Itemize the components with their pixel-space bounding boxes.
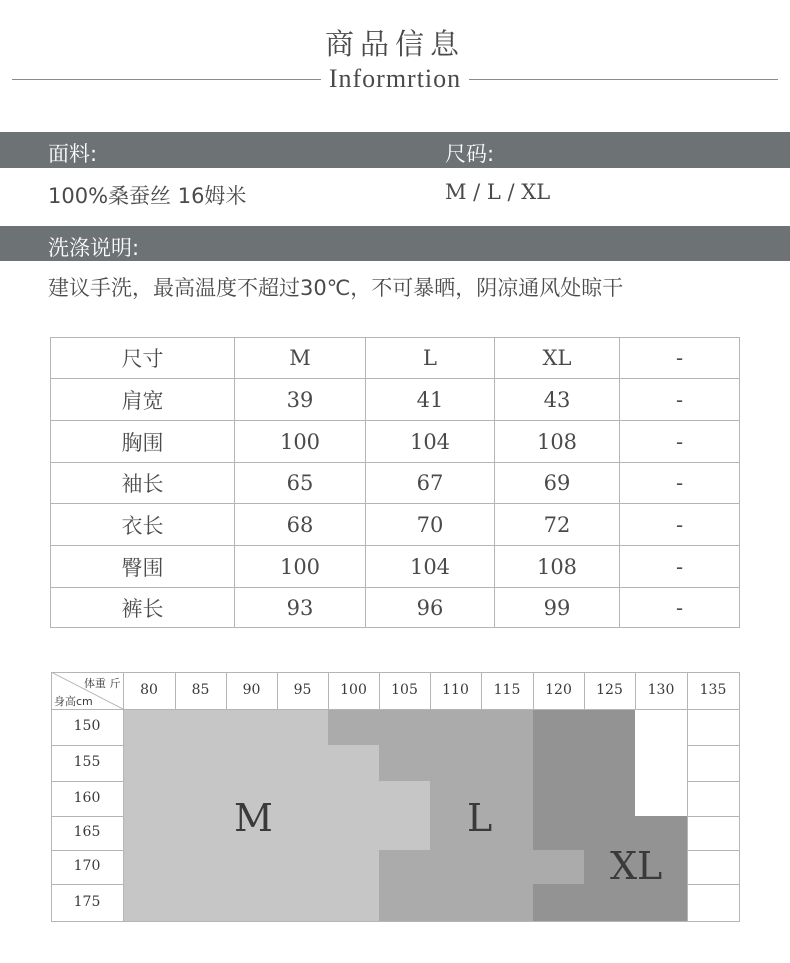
grid-line-h bbox=[687, 816, 740, 817]
zone-label-M: M bbox=[234, 796, 273, 840]
fit-cell-M bbox=[123, 884, 175, 921]
size-table-cell: 108 bbox=[495, 421, 620, 463]
size-table-cell: - bbox=[620, 463, 740, 504]
fit-cell-L bbox=[533, 850, 584, 884]
fit-cell-XL bbox=[533, 745, 584, 781]
size-table-cell: - bbox=[620, 504, 740, 546]
weight-header: 120 bbox=[545, 682, 572, 698]
wash-label: 洗涤说明: bbox=[48, 236, 140, 260]
weight-header: 100 bbox=[340, 682, 367, 698]
fit-cell-XL bbox=[533, 709, 584, 745]
size-table-cell: 100 bbox=[235, 546, 366, 588]
size-table-row bbox=[51, 546, 740, 588]
fit-cell-M bbox=[123, 850, 175, 884]
size-table-cell: 70 bbox=[366, 504, 495, 546]
divider-left bbox=[12, 79, 321, 80]
size-table-cell: 胸围 bbox=[51, 421, 235, 463]
weight-header: 135 bbox=[699, 682, 727, 698]
fit-cell-XL bbox=[635, 884, 687, 921]
fit-cell-M bbox=[328, 745, 379, 781]
grid-line-h bbox=[51, 816, 123, 817]
grid-line-h bbox=[687, 850, 740, 851]
corner-height-label: 身高cm bbox=[54, 695, 93, 708]
height-label: 155 bbox=[73, 754, 101, 770]
grid-line-h bbox=[687, 781, 740, 782]
fit-cell-L bbox=[430, 884, 481, 921]
grid-line-h bbox=[51, 709, 740, 710]
size-table-cell: 裤长 bbox=[51, 588, 235, 628]
size-table-cell: 43 bbox=[495, 379, 620, 421]
fabric-size-bar bbox=[0, 132, 790, 168]
fit-cell-M bbox=[226, 745, 277, 781]
weight-header: 130 bbox=[647, 682, 675, 698]
fit-cell-M bbox=[175, 850, 226, 884]
fit-cell-M bbox=[175, 816, 226, 850]
fit-cell-M bbox=[328, 781, 379, 816]
size-label: 尺码: bbox=[445, 142, 495, 166]
fit-cell-L bbox=[379, 884, 430, 921]
fit-cell-L bbox=[481, 850, 533, 884]
fit-cell-L bbox=[379, 745, 430, 781]
size-table-header-cell: L bbox=[366, 338, 495, 379]
fit-cell-M bbox=[328, 884, 379, 921]
fit-cell-M bbox=[175, 781, 226, 816]
divider-right bbox=[469, 79, 778, 80]
fit-cell-M bbox=[175, 745, 226, 781]
title-en-row bbox=[12, 63, 778, 95]
fit-cell-M bbox=[277, 850, 328, 884]
fit-cell-M bbox=[379, 781, 430, 816]
size-table-cell: 肩宽 bbox=[51, 379, 235, 421]
height-label: 165 bbox=[73, 824, 101, 840]
fit-cell-L bbox=[481, 884, 533, 921]
fit-cell-M bbox=[123, 745, 175, 781]
fit-cell-M bbox=[277, 816, 328, 850]
fit-cell-XL bbox=[584, 709, 635, 745]
fit-cell-L bbox=[430, 850, 481, 884]
fit-cell-M bbox=[123, 816, 175, 850]
fit-cell-XL bbox=[584, 745, 635, 781]
fit-chart bbox=[51, 672, 740, 921]
fit-cell-M bbox=[123, 781, 175, 816]
size-value: M / L / XL bbox=[445, 180, 551, 204]
fit-cell-M bbox=[379, 816, 430, 850]
title-cn: 商品信息 bbox=[324, 27, 465, 61]
fit-cell-XL bbox=[584, 781, 635, 816]
size-table-cell: 39 bbox=[235, 379, 366, 421]
zone-label-L: L bbox=[467, 796, 493, 840]
fit-cell-L bbox=[328, 709, 379, 745]
wash-value: 建议手洗，最高温度不超过30℃，不可暴晒，阴凉通风处晾干 bbox=[48, 276, 624, 300]
fit-cell-L bbox=[481, 745, 533, 781]
size-table-cell: 衣长 bbox=[51, 504, 235, 546]
size-table-cell: 袖长 bbox=[51, 463, 235, 504]
fabric-label: 面料: bbox=[48, 142, 98, 166]
fit-cell-M bbox=[277, 709, 328, 745]
size-table-header bbox=[51, 338, 740, 379]
size-table-cell: 99 bbox=[495, 588, 620, 628]
size-table bbox=[50, 337, 740, 628]
grid-line-h bbox=[687, 745, 740, 746]
grid-line-h bbox=[51, 672, 740, 673]
weight-header: 95 bbox=[293, 682, 312, 698]
size-table-cell: - bbox=[620, 546, 740, 588]
weight-header: 90 bbox=[242, 682, 261, 698]
fit-cell-L bbox=[481, 709, 533, 745]
grid-line-h bbox=[51, 781, 123, 782]
fabric-value: 100%桑蚕丝 16姆米 bbox=[48, 184, 247, 208]
fit-cell-L bbox=[430, 709, 481, 745]
size-table-cell: 65 bbox=[235, 463, 366, 504]
fit-cell-M bbox=[277, 745, 328, 781]
size-table-row bbox=[51, 504, 740, 546]
zone-label-XL: XL bbox=[610, 844, 663, 888]
grid-line-h bbox=[51, 850, 123, 851]
size-table-header-cell: 尺寸 bbox=[51, 338, 235, 379]
height-label: 160 bbox=[73, 789, 101, 806]
grid-line-h bbox=[687, 884, 740, 885]
size-table-cell: - bbox=[620, 421, 740, 463]
wash-bar bbox=[0, 226, 790, 261]
grid-line-h bbox=[51, 884, 123, 885]
size-table-cell: 69 bbox=[495, 463, 620, 504]
size-table-header-cell: M bbox=[235, 338, 366, 379]
weight-header: 115 bbox=[493, 682, 521, 698]
weight-header: 80 bbox=[140, 682, 158, 698]
size-table-cell: - bbox=[620, 379, 740, 421]
weight-header: 85 bbox=[191, 682, 210, 698]
fit-cell-M bbox=[226, 709, 277, 745]
size-table-cell: 100 bbox=[235, 421, 366, 463]
size-table-cell: - bbox=[620, 588, 740, 628]
title-en: Informrtion bbox=[328, 64, 462, 93]
size-table-cell: 96 bbox=[366, 588, 495, 628]
size-table-header-cell: XL bbox=[495, 338, 620, 379]
size-table-row bbox=[51, 421, 740, 463]
size-table-cell: 72 bbox=[495, 504, 620, 546]
fit-cell-L bbox=[379, 850, 430, 884]
fit-cell-M bbox=[328, 850, 379, 884]
size-table-cell: 104 bbox=[366, 421, 495, 463]
fit-cell-XL bbox=[533, 816, 584, 850]
size-table-cell: 104 bbox=[366, 546, 495, 588]
size-table-row bbox=[51, 588, 740, 628]
fit-cell-M bbox=[175, 884, 226, 921]
fit-cell-L bbox=[430, 745, 481, 781]
grid-line-h bbox=[51, 921, 740, 922]
size-table-row bbox=[51, 463, 740, 504]
weight-header: 105 bbox=[391, 682, 418, 698]
fit-cell-M bbox=[226, 884, 277, 921]
size-table-header-cell: - bbox=[620, 338, 740, 379]
fit-cell-L bbox=[379, 709, 430, 745]
fit-cell-M bbox=[277, 884, 328, 921]
weight-header: 125 bbox=[596, 682, 623, 698]
size-table-cell: 108 bbox=[495, 546, 620, 588]
height-label: 170 bbox=[73, 858, 101, 874]
size-table-cell: 臀围 bbox=[51, 546, 235, 588]
fit-cell-XL bbox=[584, 884, 635, 921]
height-label: 175 bbox=[73, 893, 101, 910]
fit-cell-M bbox=[328, 816, 379, 850]
height-label: 150 bbox=[73, 718, 101, 734]
fit-cell-M bbox=[175, 709, 226, 745]
grid-line-h bbox=[51, 745, 123, 746]
fit-cell-M bbox=[123, 709, 175, 745]
size-table-cell: 67 bbox=[366, 463, 495, 504]
weight-header: 110 bbox=[442, 682, 469, 698]
size-table-cell: 41 bbox=[366, 379, 495, 421]
fit-cell-M bbox=[226, 850, 277, 884]
size-table-cell: 68 bbox=[235, 504, 366, 546]
fit-cell-XL bbox=[533, 781, 584, 816]
size-table-cell: 93 bbox=[235, 588, 366, 628]
size-table-row bbox=[51, 379, 740, 421]
fit-cell-M bbox=[277, 781, 328, 816]
corner-weight-label: 体重 斤 bbox=[84, 677, 121, 690]
fit-cell-XL bbox=[533, 884, 584, 921]
